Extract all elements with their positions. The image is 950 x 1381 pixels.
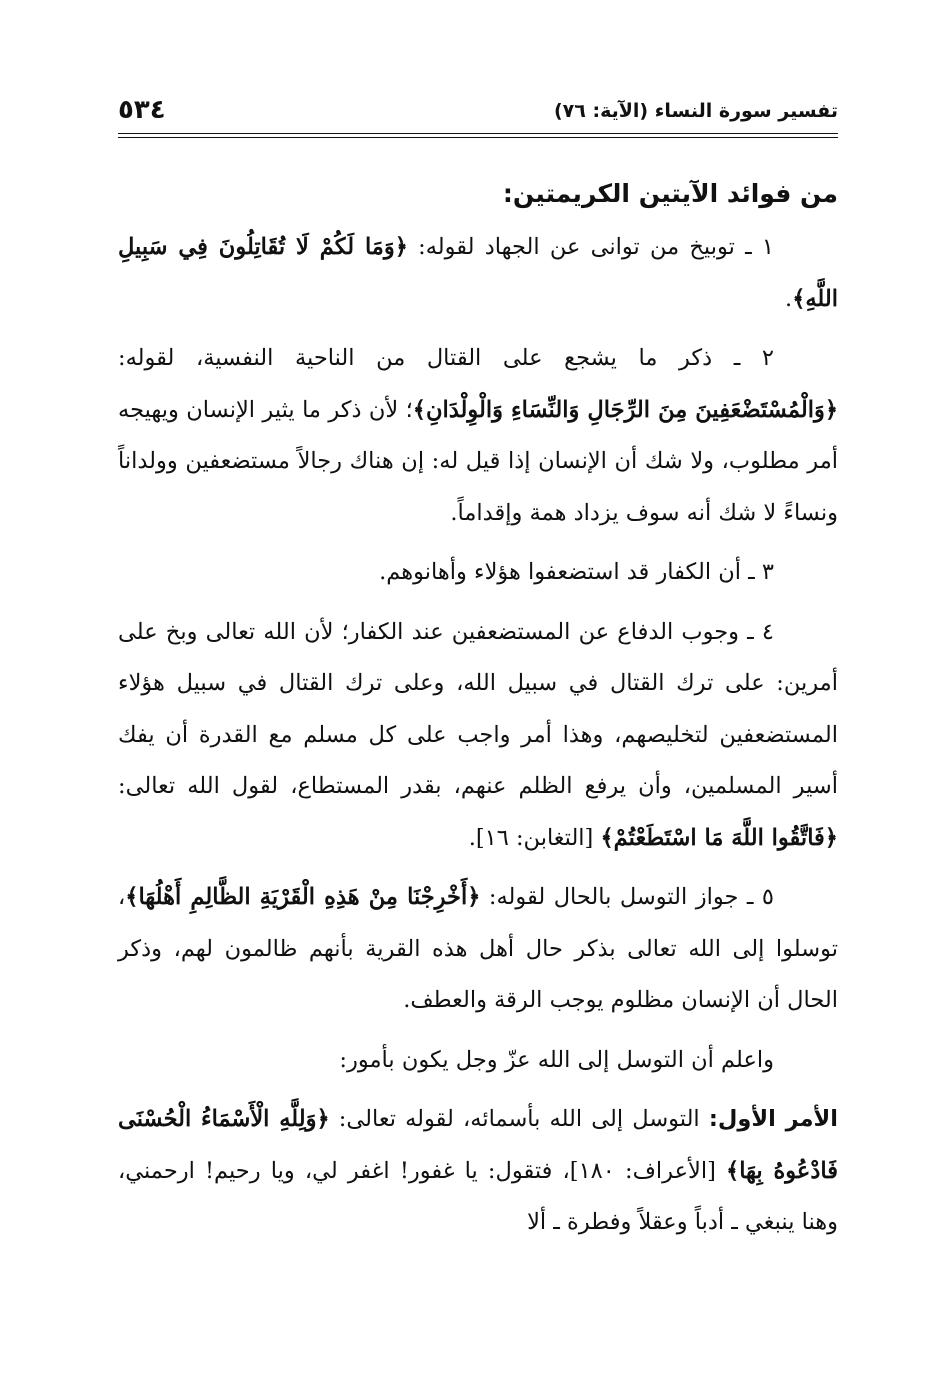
document-page bbox=[118, 95, 838, 1257]
point-5-tail: ، توسلوا إلى الله تعالى بذكر حال أهل هذه القرية بأنهم ظالمون لهم، وذكر الحال أن الإنسان مظلوم يوجب الرقة والعطف. bbox=[118, 884, 838, 1013]
point-1-tail: . bbox=[785, 285, 793, 312]
point-5 bbox=[118, 872, 838, 1027]
point-3-text: ٣ ـ أن الكفار قد استضعفوا هؤلاء وأهانوهم. bbox=[379, 559, 774, 585]
point-1-quran: ﴿وَمَا لَكُمْ لَا تُقَاتِلُونَ فِي سَبِيلِ اللَّهِ﴾ bbox=[118, 234, 838, 312]
running-title: تفسير سورة النساء (الآية: ٧٦) bbox=[553, 100, 838, 122]
header-divider bbox=[118, 133, 838, 138]
point-1 bbox=[118, 222, 838, 325]
point-1-text: ١ ـ توبيخ من توانى عن الجهاد لقوله: bbox=[407, 234, 774, 260]
first-matter-tail: [الأعراف: ١٨٠]، فتقول: يا غفور! اغفر لي، ويا رحيم! ارحمني، وهنا ينبغي ـ أدباً وعقلاً وفطرة ـ ألا bbox=[118, 1157, 838, 1235]
page-header bbox=[118, 95, 838, 133]
intro-note: واعلم أن التوسل إلى الله عزّ وجل يكون بأمور: bbox=[339, 1046, 774, 1073]
point-3 bbox=[118, 547, 838, 599]
point-5-quran: ﴿أَخْرِجْنَا مِنْ هَذِهِ الْقَرْيَةِ الظَّالِمِ أَهْلُهَا﴾ bbox=[125, 884, 481, 910]
point-4-quran: ﴿فَاتَّقُوا اللَّهَ مَا اسْتَطَعْتُمْ﴾ bbox=[600, 824, 838, 851]
section-title: من فوائد الآيتين الكريمتين: bbox=[502, 179, 838, 208]
point-2-quran: ﴿وَالْمُسْتَضْعَفِينَ مِنَ الرِّجَالِ وَالنِّسَاءِ وَالْوِلْدَانِ﴾ bbox=[412, 396, 838, 423]
first-matter bbox=[118, 1094, 838, 1249]
page-number: ٥٣٤ bbox=[118, 95, 166, 125]
point-2-text: ٢ ـ ذكر ما يشجع على القتال من الناحية النفسية، لقوله: bbox=[118, 345, 774, 371]
point-4-text: ٤ ـ وجوب الدفاع عن المستضعفين عند الكفار؛ لأن الله تعالى وبخ على أمرين: على ترك القتال في سبيل الله، وعلى ترك القتال في سبيل هؤلاء المستضعفين لتخليصهم، وهذا أمر واجب على كل مسلم مع القدرة أن يفك أسير المسلمين، وأن يرفع الظلم عنهم، بقدر المستطاع، لقول الله تعالى: bbox=[118, 618, 838, 799]
first-matter-text: التوسل إلى الله بأسمائه، لقوله تعالى: bbox=[329, 1106, 709, 1132]
point-5-text: ٥ ـ جواز التوسل بالحال لقوله: bbox=[480, 884, 774, 910]
point-4 bbox=[118, 607, 838, 865]
first-matter-lead: الأمر الأول: bbox=[708, 1106, 839, 1132]
first-matter-quran: ﴿وَلِلَّهِ الْأَسْمَاءُ الْحُسْنَى فَادْعُوهُ بِهَا﴾ bbox=[118, 1106, 838, 1184]
point-2 bbox=[118, 333, 838, 539]
point-4-tail: [التغابن: ١٦]. bbox=[468, 824, 601, 851]
point-2-tail: ؛ لأن ذكر ما يثير الإنسان ويهيجه أمر مطلوب، ولا شك أن الإنسان إذا قيل له: إن هناك رجالاً مستضعفين وولداناً ونساءً لا شك أنه سوف يزداد همة وإقداماً. bbox=[118, 396, 838, 526]
